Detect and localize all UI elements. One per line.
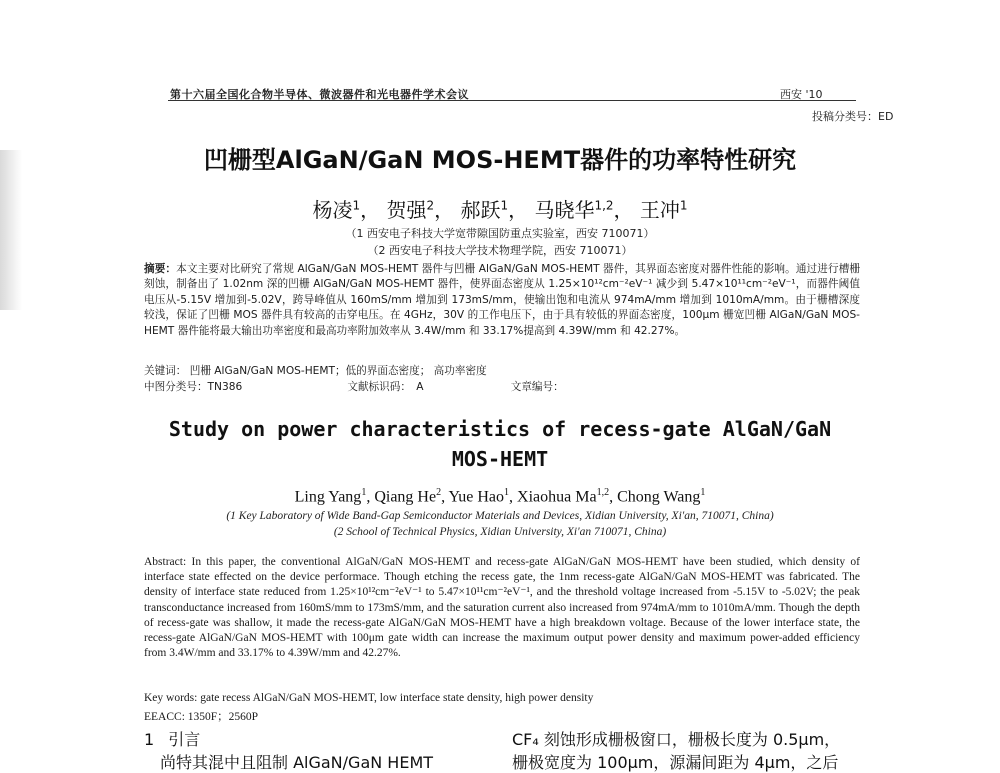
author-separator: , <box>366 488 375 506</box>
title-chinese: 凹栅型AlGaN/GaN MOS-HEMT器件的功率特性研究 <box>203 146 797 174</box>
author-separator: ， <box>434 198 455 222</box>
body-text-right-column-line-2: 栅极宽度为 100μm，源漏间距为 4μm，之后 <box>512 753 839 772</box>
author-en: Ling Yang <box>294 488 362 506</box>
affiliation-en-2: (2 School of Technical Physics, Xidian University, Xi'an 710071, China) <box>333 526 667 538</box>
author-affil-mark: 1 <box>679 198 688 213</box>
eeacc-codes: EEACC: 1350F；2560P <box>144 711 259 723</box>
authors-chinese <box>0 194 1000 223</box>
author-affil-mark: 2 <box>426 198 435 213</box>
classification-line <box>144 379 860 394</box>
authors-english <box>0 487 1000 506</box>
author-affil-mark: 1 <box>352 198 361 213</box>
conference-city-year: 西安 '10 <box>780 88 823 101</box>
author-separator: ， <box>508 198 529 222</box>
author-cn: 杨凌 <box>312 198 353 222</box>
author-cn: 马晓华 <box>534 198 595 222</box>
section-number: 1 <box>144 730 155 749</box>
section-title: 引言 <box>168 730 201 749</box>
author-en: Chong Wang <box>617 488 701 506</box>
author-separator: , <box>441 488 449 506</box>
section-heading-introduction <box>144 727 214 750</box>
header-rule <box>168 100 856 101</box>
keywords-english: Key words: gate recess AlGaN/GaN MOS-HEMT, low interface state density, high power density <box>144 692 594 704</box>
author-cn: 郝跃 <box>460 198 501 222</box>
body-text-right-column-line-1: CF₄ 刻蚀形成栅极窗口，栅极长度为 0.5μm， <box>512 730 841 749</box>
author-affil-mark: 1 <box>500 198 509 213</box>
author-cn: 王冲 <box>639 198 680 222</box>
title-english <box>0 414 1000 474</box>
title-en-line-1: Study on power characteristics of recess-gate AlGaN/GaN <box>168 417 832 441</box>
article-number: 文章编号： <box>510 381 564 393</box>
abstract-cn-label: 摘要： <box>144 263 177 275</box>
document-code: 文献标识码： A <box>347 381 424 393</box>
author-separator: ， <box>360 198 381 222</box>
author-affil-mark: 2 <box>436 487 442 498</box>
keywords-chinese: 关键词： 凹栅 AlGaN/GaN MOS-HEMT；低的界面态密度； 高功率密度 <box>144 365 487 377</box>
author-affil-mark: 1,2 <box>594 198 614 213</box>
affiliation-cn-1: （1 西安电子科技大学宽带隙国防重点实验室，西安 710071） <box>345 227 655 240</box>
submission-classification: 投稿分类号：ED <box>812 110 894 123</box>
author-en: Xiaohua Ma <box>517 488 597 506</box>
author-en: Yue Hao <box>448 488 505 506</box>
abstract-cn-text: 本文主要对比研究了常规 AlGaN/GaN MOS-HEMT 器件与凹栅 AlGaN/GaN MOS-HEMT 器件，其界面态密度对器件性能的影响。通过进行槽栅刻蚀，制备出了 1.02nm 深的凹栅 AlGaN/GaN MOS-HEMT 器件，使界面态密度从 1.25×10¹²cm⁻²eV⁻¹ 减少到 5.47×10¹¹cm⁻²eV⁻¹，而器件阈值电压从-5.15V 增加到-5.02V，跨导峰值从 160mS/mm 增加到 173mS/mm，使输出饱和电流从 974mA/mm 增加到 1010mA/mm。由于栅槽深度较浅，保证了凹栅 MOS 器件具有较高的击穿电压。在 4GHz，30V 的工作电压下，由于具有较低的界面态密度，100μm 栅宽凹栅 AlGaN/GaN MOS-HEMT 器件能将最大输出功率密度和最高功率附加效率从 3.4W/mm 和 33.17%提高到 4.39W/mm 和 42.27%。 <box>144 263 860 337</box>
abstract-chinese <box>144 262 860 339</box>
clc-number: 中图分类号：TN386 <box>144 381 243 393</box>
affiliation-en-1: (1 Key Laboratory of Wide Band-Gap Semiconductor Materials and Devices, Xidian University, Xi'an, 710071, China) <box>226 510 774 522</box>
author-separator: ， <box>613 198 634 222</box>
author-cn: 贺强 <box>386 198 427 222</box>
author-affil-mark: 1 <box>700 487 706 498</box>
author-en: Qiang He <box>374 488 437 506</box>
affiliation-cn-2: （2 西安电子科技大学技术物理学院，西安 710071） <box>367 244 633 257</box>
conference-header: 第十六届全国化合物半导体、微波器件和光电器件学术会议 <box>170 88 469 101</box>
body-text-left-column: 尚特其混中且阻制 AlGaN/GaN HEMT <box>160 753 434 772</box>
author-separator: , <box>609 488 618 506</box>
abstract-english: Abstract: In this paper, the conventional AlGaN/GaN MOS-HEMT and recess-gate AlGaN/GaN MOS-HEMT have been studied, which density of interface state effected on the device performace. Though etching the recess gate, the 1nm recess-gate AlGaN/GaN MOS-HEMT was fabricated. The density of interface state reduced from 1.25×10¹²cm⁻²eV⁻¹ to 5.47×10¹¹cm⁻²eV⁻¹, and the threshold voltage increased from -5.15V to -5.02V; the peak transconductance increased from 160mS/mm to 173mS/mm, and the saturation current also increased from 974mA/mm to 1010mA/mm. Though the depth of recess-gate was shallow, it made the recess-gate AlGaN/GaN MOS-HEMT have a high breakdown voltage. Because of the lower interface state, the recess-gate AlGaN/GaN MOS-HEMT with 100μm gate width can increase the maximum output power density and maximum power-added efficiency from 3.4W/mm and 33.17% to 4.39W/mm and 42.27%. <box>144 556 860 660</box>
author-affil-mark: 1,2 <box>596 487 610 498</box>
author-separator: , <box>509 488 518 506</box>
title-en-line-2: MOS-HEMT <box>451 447 549 471</box>
author-affil-mark: 1 <box>361 487 367 498</box>
author-affil-mark: 1 <box>504 487 510 498</box>
